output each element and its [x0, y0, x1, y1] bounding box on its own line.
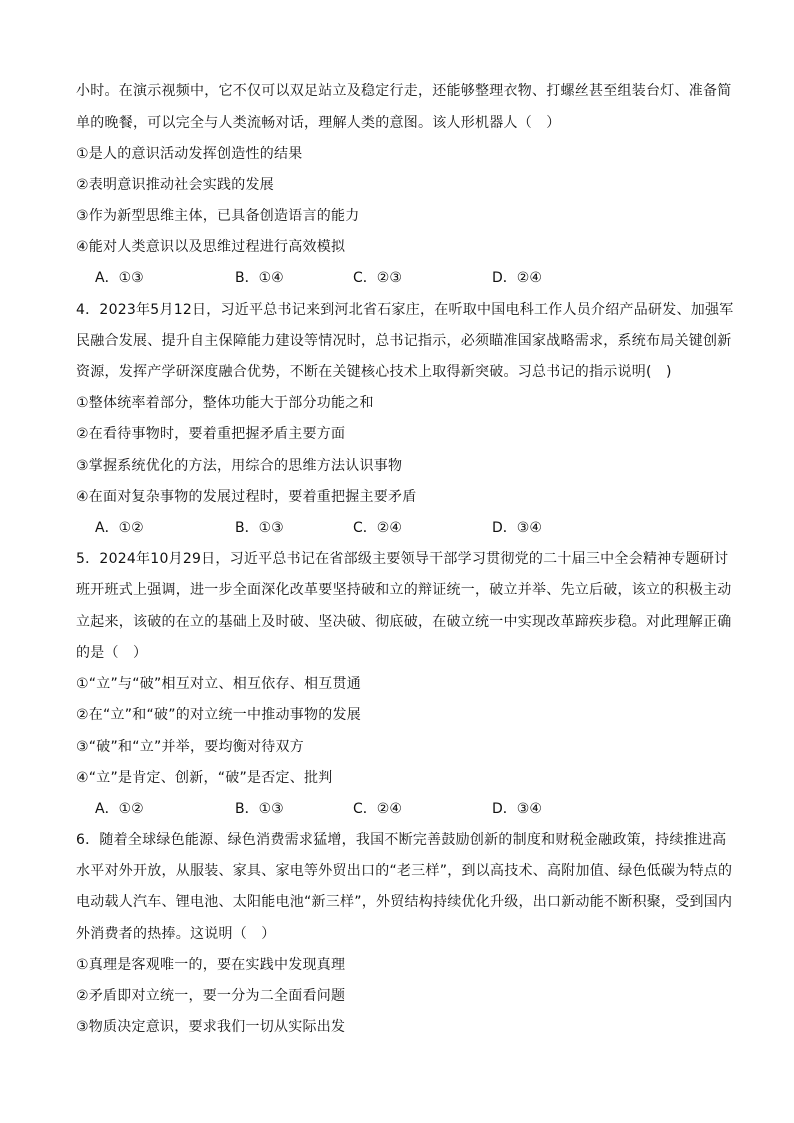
statement-2: ②在看待事物时，要着重把握矛盾主要方面 — [76, 426, 346, 442]
statement-4: ④“立”是肯定、创新，“破”是否定、批判 — [76, 770, 333, 786]
option-a[interactable]: A．①② — [95, 520, 144, 536]
question-text-line: 4．2023年5月12日，习近平总书记来到河北省石家庄，在听取中国电科工作人员介绍产品研发、加强军 — [76, 302, 734, 318]
option-b[interactable]: B．①④ — [235, 270, 284, 286]
option-d[interactable]: D．③④ — [492, 801, 542, 817]
option-b[interactable]: B．①③ — [235, 520, 284, 536]
statement-2: ②在“立”和“破”的对立统一中推动事物的发展 — [76, 707, 362, 723]
statement-2: ②矛盾即对立统一，要一分为二全面看问题 — [76, 988, 346, 1004]
option-a[interactable]: A．①③ — [95, 270, 144, 286]
statement-1: ①“立”与“破”相互对立、相互依存、相互贯通 — [76, 676, 362, 692]
question-text-line: 民融合发展、提升自主保障能力建设等情况时，总书记指示，必须瞄准国家战略需求，系统布局关键创新 — [76, 333, 732, 349]
answer-options — [95, 268, 735, 288]
question-text-line: 班开班式上强调，进一步全面深化改革要坚持破和立的辩证统一，破立并举、先立后破，该立的积极主动 — [76, 582, 732, 598]
answer-options — [95, 518, 735, 538]
statement-4: ④在面对复杂事物的发展过程时，要着重把握主要矛盾 — [76, 489, 417, 505]
option-b[interactable]: B．①③ — [235, 801, 284, 817]
statement-1: ①是人的意识活动发挥创造性的结果 — [76, 146, 303, 162]
question-text-line: 水平对外开放，从服装、家具、家电等外贸出口的“老三样”，到以高技术、高附加值、绿色低碳为特点的 — [76, 863, 733, 879]
statement-1: ①整体统率着部分，整体功能大于部分功能之和 — [76, 395, 374, 411]
answer-options — [95, 799, 735, 819]
question-text-line: 立起来，该破的在立的基础上及时破、坚决破、彻底破，在破立统一中实现改革蹄疾步稳。对此理解正确 — [76, 614, 732, 630]
statement-3: ③作为新型思维主体，已具备创造语言的能力 — [76, 208, 360, 224]
option-d[interactable]: D．②④ — [492, 270, 542, 286]
statement-3: ③“破”和“立”并举，要均衡对待双方 — [76, 739, 305, 755]
question-text-line: 电动载人汽车、锂电池、太阳能电池“新三样”，外贸结构持续优化升级，出口新动能不断积聚，受到国内 — [76, 894, 733, 910]
option-d[interactable]: D．③④ — [492, 520, 542, 536]
option-c[interactable]: C．②③ — [353, 270, 402, 286]
question-text-line: 6．随着全球绿色能源、绿色消费需求猛增，我国不断完善鼓励创新的制度和财税金融政策，持续推进高 — [76, 832, 727, 848]
question-text-line: 小时。在演示视频中，它不仅可以双足站立及稳定行走，还能够整理衣物、打螺丝甚至组装台灯、准备简 — [76, 83, 732, 99]
statement-3: ③物质决定意识，要求我们一切从实际出发 — [76, 1019, 346, 1035]
statement-1: ①真理是客观唯一的，要在实践中发现真理 — [76, 957, 346, 973]
option-a[interactable]: A．①② — [95, 801, 144, 817]
question-text-line: 外消费者的热捧。这说明（ ） — [76, 926, 276, 942]
option-c[interactable]: C．②④ — [353, 520, 402, 536]
question-text-line: 单的晚餐，可以完全与人类流畅对话，理解人类的意图。该人形机器人（ ） — [76, 115, 561, 131]
statement-3: ③掌握系统优化的方法，用综合的思维方法认识事物 — [76, 458, 403, 474]
statement-4: ④能对人类意识以及思维过程进行高效模拟 — [76, 239, 346, 255]
statement-2: ②表明意识推动社会实践的发展 — [76, 177, 275, 193]
question-text-line: 5．2024年10月29日，习近平总书记在省部级主要领导干部学习贯彻党的二十届三中全会精神专题研讨 — [76, 551, 729, 567]
question-text-line: 的是（ ） — [76, 645, 148, 661]
option-c[interactable]: C．②④ — [353, 801, 402, 817]
question-text-line: 资源，发挥产学研深度融合优势，不断在关键核心技术上取得新突破。习总书记的指示说明( ) — [76, 364, 672, 380]
